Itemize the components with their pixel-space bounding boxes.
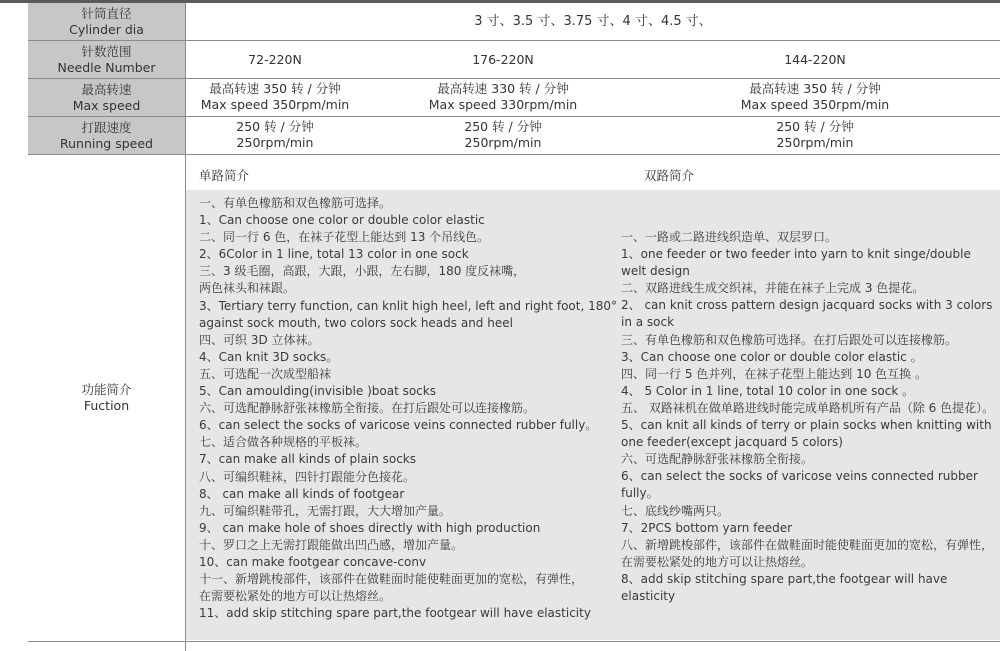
value-en: 250rpm/min (236, 135, 314, 150)
label-cn: 针数范围 (81, 43, 132, 59)
feature-line: 7、can make all kinds of plain socks (199, 452, 417, 467)
feature-line: 两色袜头和袜跟。 (199, 281, 296, 296)
feature-line: 一、一路或二路进线织造单、双层罗口。 (621, 230, 838, 244)
value-en: Max speed 330rpm/min (428, 97, 578, 112)
label-en: Cylinder dia (69, 21, 144, 37)
bottom-border (28, 641, 1000, 642)
feature-line: 9、 can make hole of shoes directly with high production (199, 520, 541, 535)
label-cn: 针筒直径 (81, 5, 132, 21)
double-feeder-features (621, 229, 995, 605)
feature-line: 2、 can knit cross pattern design jacquard socks with 3 colors in a sock (621, 298, 993, 330)
feature-line: 八、可编织鞋袜，四针打跟能分色接花。 (199, 469, 416, 484)
feature-line: 三、有单色橡筋和双色橡筋可选择。在打后跟处可以连接橡筋。 (621, 332, 958, 347)
label-en: Running speed (60, 135, 153, 151)
value-en: 250rpm/min (776, 135, 854, 150)
single-feeder-features (199, 195, 618, 622)
column-divider (185, 3, 186, 651)
max-speed-value-3 (730, 81, 900, 113)
running-speed-value-1 (190, 119, 360, 151)
feature-line: 10、can make footgear concave-conv (199, 554, 427, 569)
label-en: Max speed (72, 97, 141, 113)
feature-line: 七、适合做各种规格的平板袜。 (199, 435, 368, 450)
running-speed-value-2 (418, 119, 588, 151)
single-feeder-title: 单路简介 (199, 168, 250, 183)
feature-line: 六、可选配静脉舒张袜橡筋全衔接。在打后跟处可以连接橡筋。 (199, 401, 536, 416)
value-cn: 最高转速 350 转 / 分钟 (209, 81, 341, 96)
label-max-speed (28, 79, 185, 116)
label-en: Fuction (83, 398, 130, 413)
max-speed-value-1 (190, 81, 360, 113)
value-cn: 最高转速 330 转 / 分钟 (437, 81, 569, 96)
feature-line: 七、底线纱嘴两只。 (621, 503, 730, 518)
needle-value-3: 144-220N (784, 52, 846, 67)
feature-line: 三、3 级毛圈，高跟，大跟，小跟，左右脚，180 度反袜嘴， (199, 264, 526, 279)
label-function (28, 155, 185, 641)
feature-line: 在需要松紧处的地方可以让热熔丝。 (199, 589, 392, 604)
label-cylinder-dia (28, 3, 185, 40)
feature-line: 11、add skip stitching spare part,the footgear will have elasticity (199, 606, 591, 621)
feature-line: 6、can select the socks of varicose veins connected rubber fully。 (199, 418, 598, 433)
feature-line: 四、可织 3D 立体袜。 (199, 332, 320, 347)
feature-line: 九、可编织鞋带孔，无需打跟，大大增加产量。 (199, 503, 452, 518)
feature-line: 8、 can make all kinds of footgear (199, 486, 405, 501)
feature-line: 四、同一行 5 色并列，在袜子花型上能达到 10 色互换 。 (621, 366, 927, 381)
feature-line: 3、Can choose one color or double color elastic 。 (621, 349, 923, 364)
value-cn: 250 转 / 分钟 (776, 119, 854, 134)
needle-value-1: 72-220N (248, 52, 302, 67)
value-en: Max speed 350rpm/min (740, 97, 890, 112)
feature-line: 1、Can choose one color or double color elastic (199, 213, 485, 228)
label-cn: 打跟速度 (81, 119, 132, 135)
feature-line: 六、可选配静脉舒张袜橡筋全衔接。 (621, 452, 814, 467)
label-running-speed (28, 117, 185, 154)
double-feeder-title: 双路简介 (644, 168, 695, 183)
feature-line: 4、Can knit 3D socks。 (199, 349, 339, 364)
feature-line: 5、can knit all kinds of terry or plain socks when knitting with one feeder(except jacquard 5 colors) (621, 418, 992, 450)
feature-line: 十一、新增跳梭部件，该部件在做鞋面时能使鞋面更加的宽松，有弹性， (199, 572, 584, 587)
feature-line: 7、2PCS bottom yarn feeder (621, 520, 793, 535)
value-en: 250rpm/min (464, 135, 542, 150)
feature-line: 4、 5 Color in 1 line, total 10 color in one sock 。 (621, 383, 915, 398)
feature-line: 八、新增跳梭部件，该部件在做鞋面时能使鞋面更加的宽松，有弹性，在需要松紧处的地方可以让热熔丝。 (621, 537, 994, 569)
cylinder-dia-value: 3 寸、3.5 寸、3.75 寸、4 寸、4.5 寸、 (474, 14, 712, 29)
feature-line: 1、one feeder or two feeder into yarn to knit singe/double welt design (621, 247, 971, 279)
running-speed-value-3 (730, 119, 900, 151)
feature-line: 5、Can amoulding(invisible )boat socks (199, 384, 436, 399)
feature-line: 二、双路进线生成交织袜，并能在袜子上完成 3 色提花。 (621, 281, 925, 296)
feature-line: 3、Tertiary terry function, can knlit high heel, left and right foot, 180° (199, 298, 618, 313)
feature-line: 五、可选配一次成型船袜 (199, 366, 332, 381)
value-cn: 最高转速 350 转 / 分钟 (749, 81, 881, 96)
feature-line: 五、 双路袜机在做单路进线时能完成单路机所有产品（除 6 色提花）。 (621, 400, 995, 415)
feature-line: 一、有单色橡筋和双色橡筋可选择。 (199, 196, 392, 210)
value-en: Max speed 350rpm/min (200, 97, 350, 112)
label-cn: 功能简介 (81, 382, 132, 397)
value-cn: 250 转 / 分钟 (236, 119, 314, 134)
feature-line: 十、罗口之上无需打跟能做出凹凸感，增加产量。 (199, 537, 464, 552)
label-cn: 最高转速 (81, 81, 132, 97)
feature-line: 二、同一行 6 色，在袜子花型上能达到 13 个吊线色。 (199, 230, 490, 245)
label-needle-number (28, 41, 185, 78)
feature-line: 2、6Color in 1 line, total 13 color in one sock (199, 247, 469, 262)
needle-value-2: 176-220N (472, 52, 534, 67)
value-cn: 250 转 / 分钟 (464, 119, 542, 134)
feature-line: 8、add skip stitching spare part,the footgear will have elasticity (621, 571, 948, 603)
feature-line: 6、can select the socks of varicose veins connected rubber fully。 (621, 469, 978, 501)
feature-line: against sock mouth, two colors sock heads and heel (199, 315, 513, 330)
label-en: Needle Number (57, 59, 156, 75)
max-speed-value-2 (418, 81, 588, 113)
